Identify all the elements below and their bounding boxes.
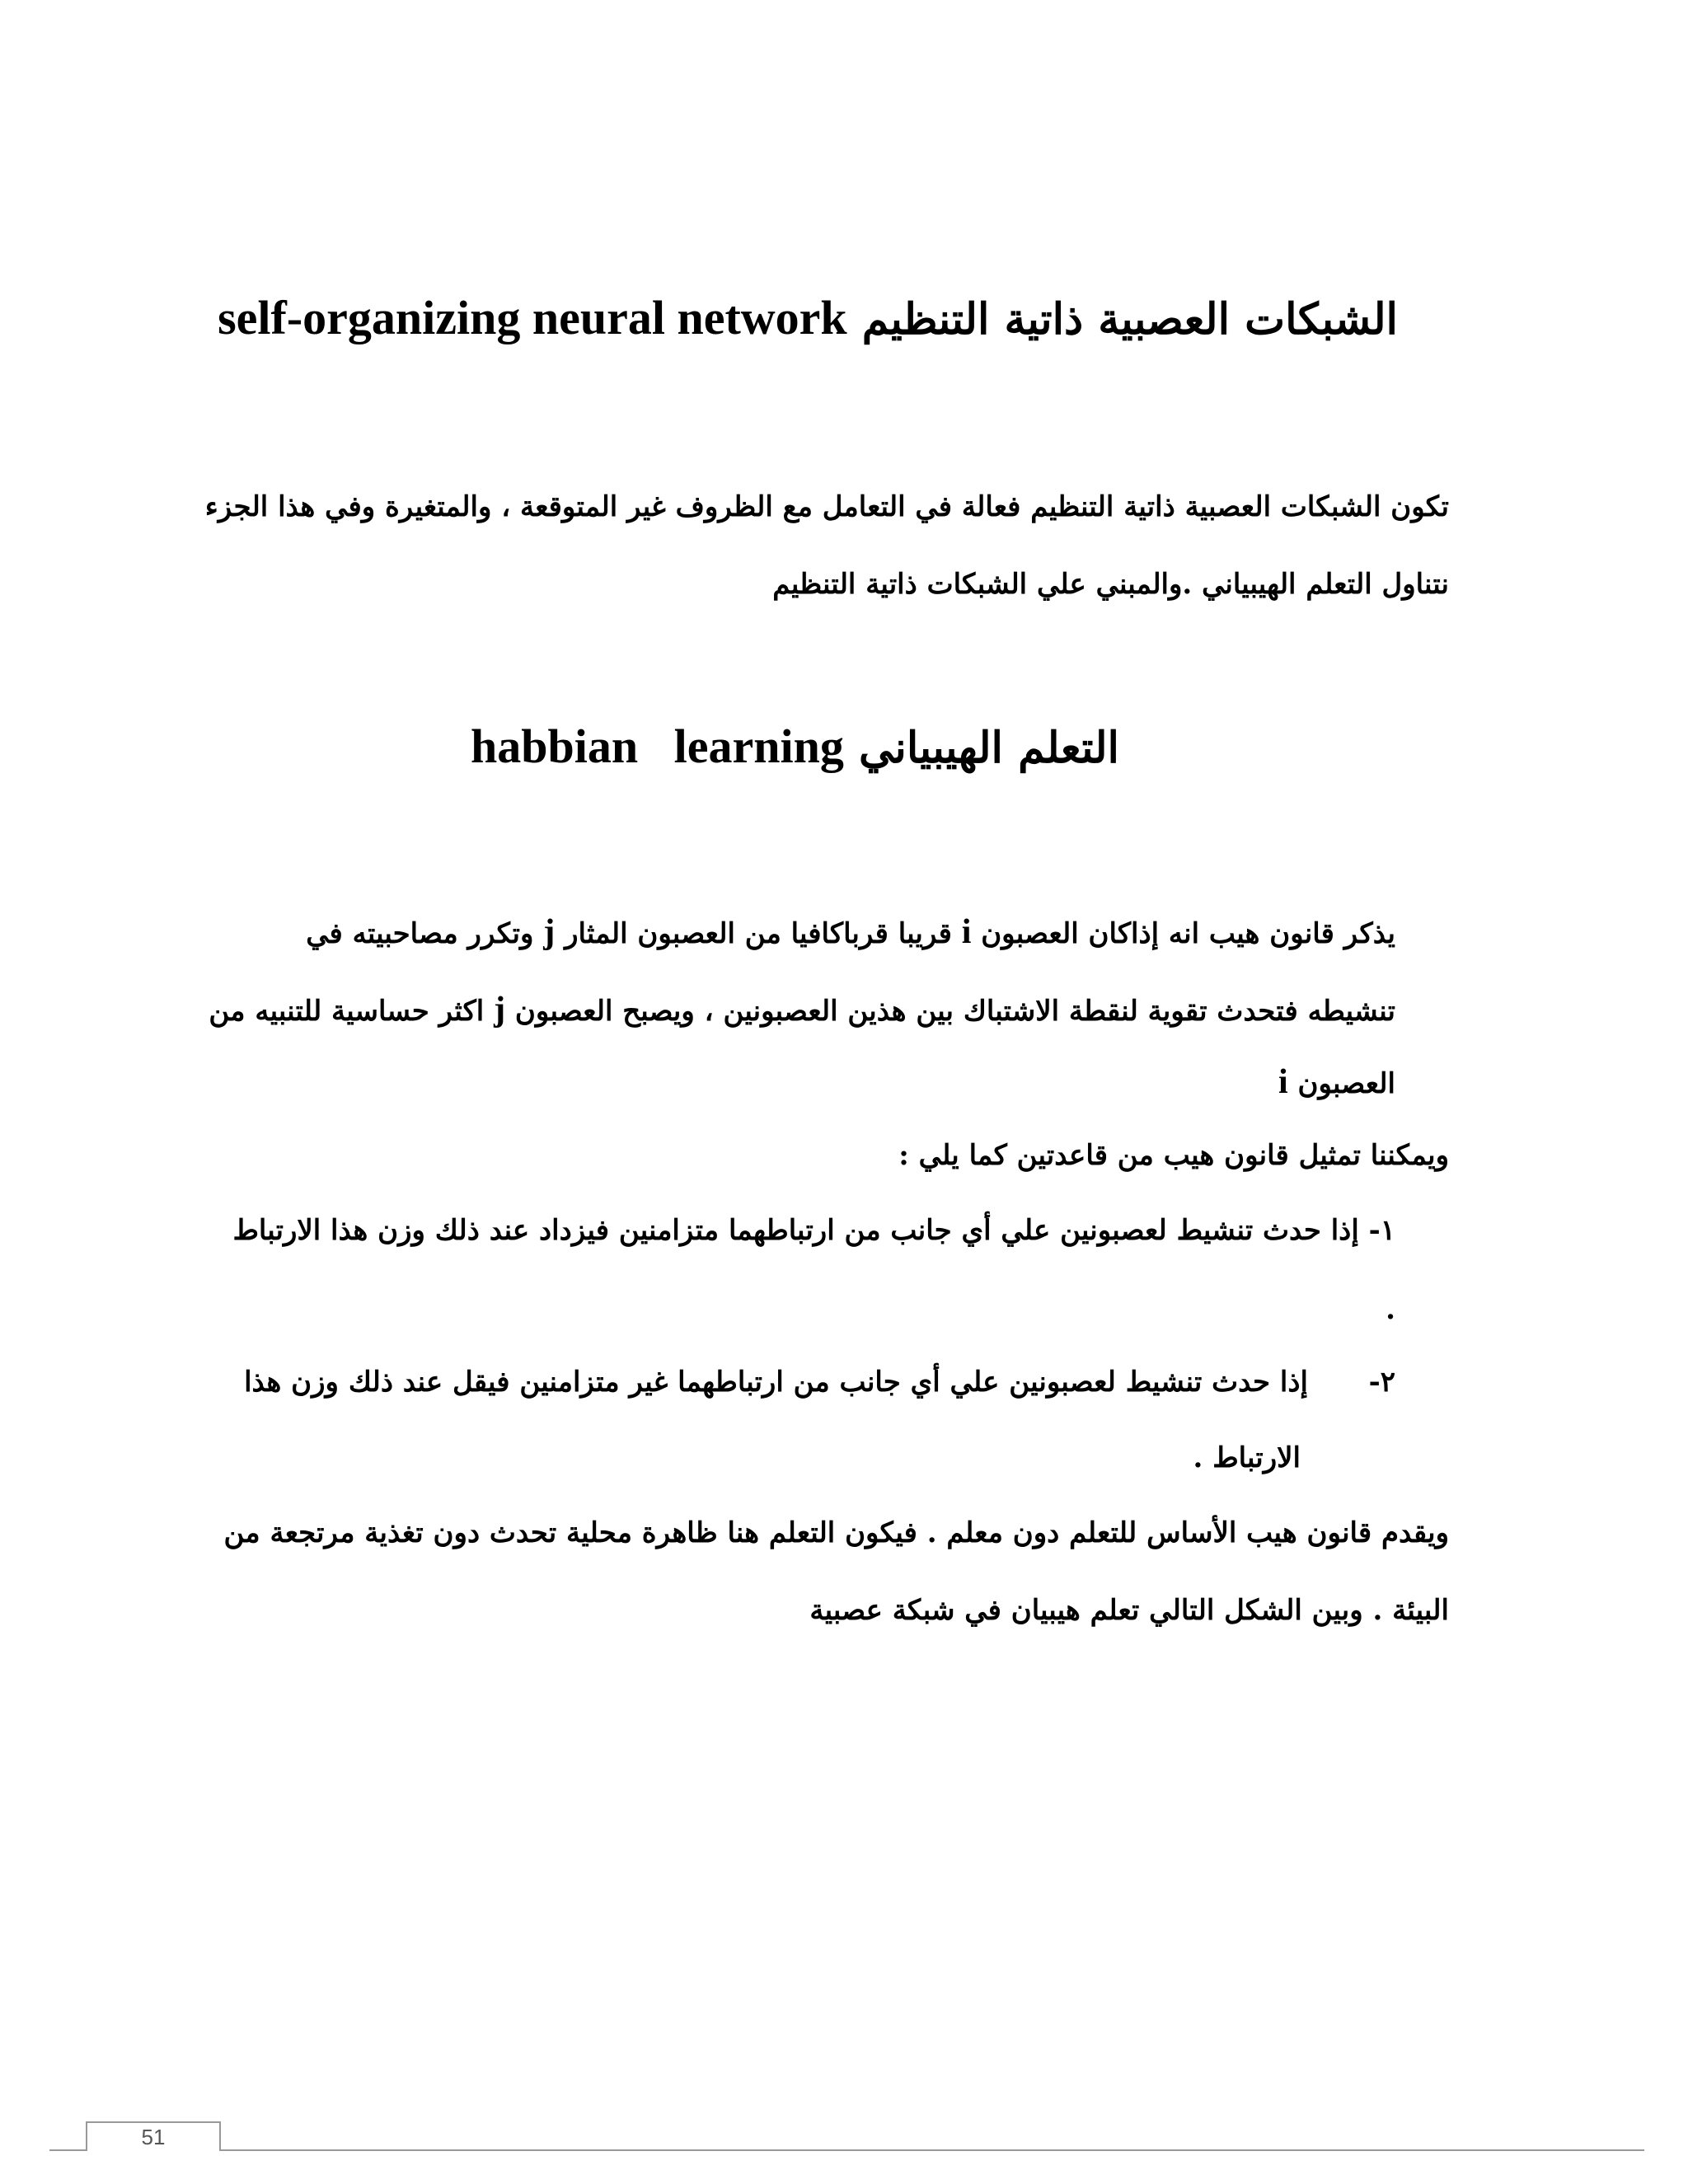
main-heading-english: self-organizing neural network	[218, 291, 847, 344]
section-heading	[471, 719, 1119, 774]
hebb-line-2	[209, 992, 1395, 1027]
rule-2-text: إذا حدث تنشيط لعصبونين علي أي جانب من ارتباطهما غير متزامنين فيقل عند ذلك وزن هذا	[244, 1366, 1308, 1399]
neuron-i-symbol: i	[1278, 1063, 1288, 1101]
hebb-line-3	[1278, 1065, 1395, 1099]
hebb-line-1	[306, 915, 1395, 949]
section-heading-arabic: التعلم الهيبياني	[859, 723, 1119, 773]
main-heading-arabic: الشبكات العصبية ذاتية التنظيم	[861, 294, 1398, 344]
neuron-i-symbol: i	[961, 913, 972, 951]
rule-2-number: ٢-	[1368, 1366, 1395, 1399]
neuron-j-symbol: j	[543, 913, 556, 951]
conclusion-line-1: ويقدم قانون هيب الأساس للتعلم دون معلم . فيكون التعلم هنا ظاهرة محلية تحدث دون تغذية مرتجعة من	[223, 1516, 1449, 1549]
rule-1-text: إذا حدث تنشيط لعصبونين علي أي جانب من ارتباطهما متزامنين فيزداد عند ذلك وزن هذا الارتباط	[232, 1214, 1359, 1247]
footer-rule	[49, 2149, 1644, 2151]
hebb-line-3-text: العصبون	[1297, 1067, 1395, 1100]
rule-1-trailing: .	[1386, 1293, 1395, 1326]
rule-2-cont: الارتباط .	[1193, 1441, 1301, 1474]
hebb-line-1-text-c: وتكرر مصاحبيته في	[306, 917, 534, 950]
page-number: 51	[86, 2121, 221, 2151]
section-heading-english: habbian learning	[471, 719, 844, 773]
neuron-j-symbol: j	[494, 991, 506, 1029]
rule-1-line	[232, 1214, 1395, 1247]
rules-intro-line: ويمكننا تمثيل قانون هيب من قاعدتين كما يلي :	[898, 1139, 1449, 1172]
hebb-line-2-text-b: اكثر حساسية للتنبيه من	[209, 995, 485, 1028]
rule-1-number: ١-	[1368, 1214, 1395, 1247]
intro-line-1: تكون الشبكات العصبية ذاتية التنظيم فعالة في التعامل مع الظروف غير المتوقعة ، والمتغيرة وفي هذا الجزء	[204, 490, 1449, 523]
hebb-line-1-text-b: قريبا قرباكافيا من العصبون المثار	[565, 917, 952, 950]
conclusion-line-2: البيئة . وبين الشكل التالي تعلم هيبيان في شبكة عصبية	[809, 1594, 1449, 1627]
rule-2-line	[244, 1366, 1395, 1399]
intro-line-2: نتناول التعلم الهيبياني .والمبني علي الشبكات ذاتية التنظيم	[772, 568, 1449, 601]
main-heading	[218, 290, 1398, 345]
hebb-line-1-text-a: يذكر قانون هيب انه إذاكان العصبون	[981, 917, 1395, 950]
hebb-line-2-text-a: تنشيطه فتحدث تقوية لنقطة الاشتباك بين هذين العصبونين ، ويصبح العصبون	[514, 995, 1395, 1028]
